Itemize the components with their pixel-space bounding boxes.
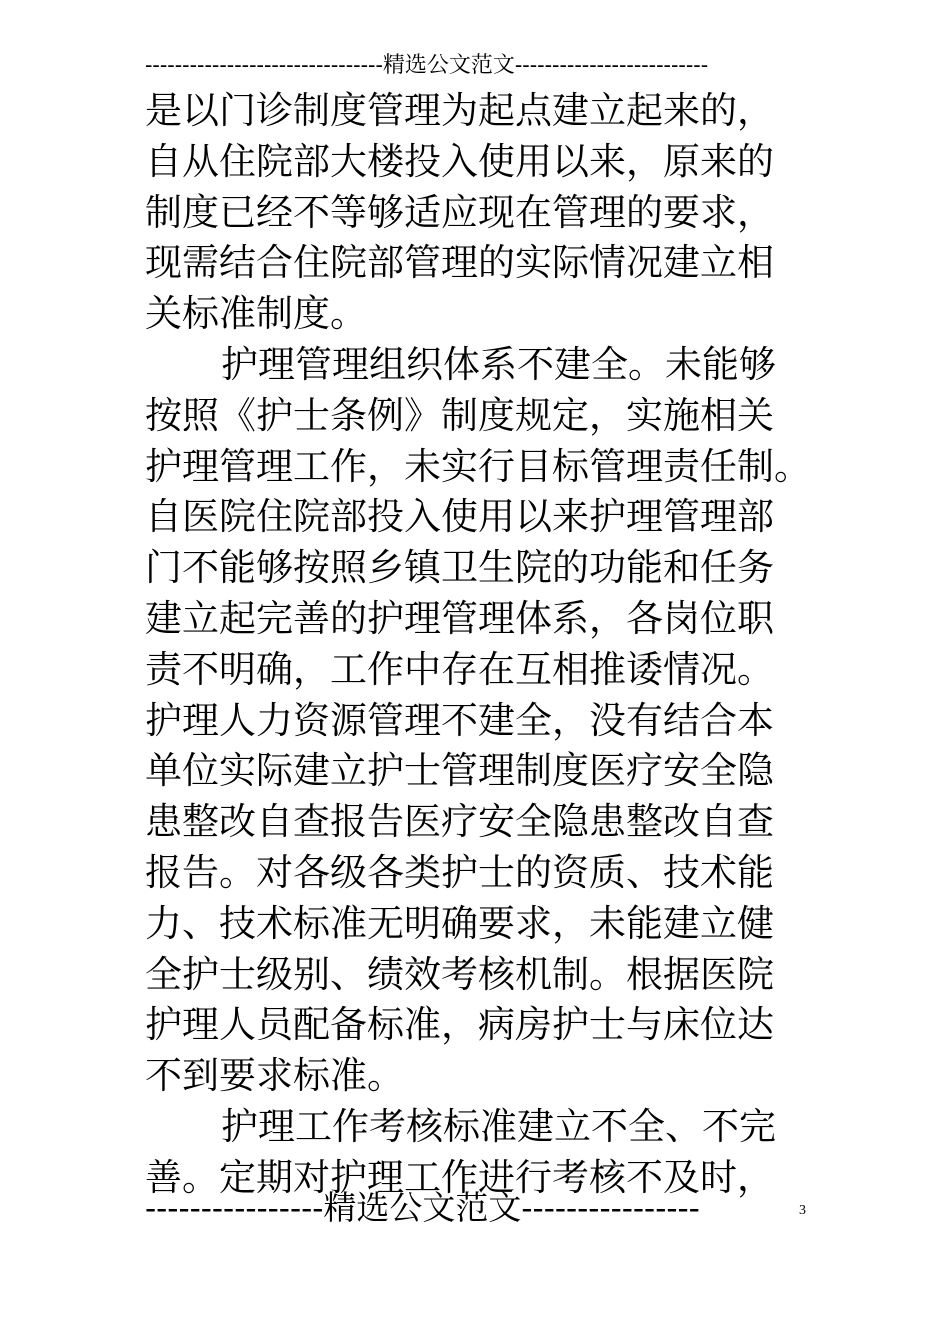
- text-line: 护理人力资源管理不建全，没有结合本: [145, 698, 774, 742]
- text-line: 按照《护士条例》制度规定，实施相关: [145, 393, 774, 437]
- text-line: 门不能够按照乡镇卫生院的功能和任务: [145, 546, 774, 590]
- text-line: 责不明确，工作中存在互相推诿情况。: [145, 647, 774, 691]
- text-line: 护理管理工作，未实行目标管理责任制。: [145, 444, 811, 488]
- text-line: 护理管理组织体系不建全。未能够: [221, 342, 776, 386]
- text-line: 制度已经不等够适应现在管理的要求，: [145, 190, 774, 234]
- text-line: 全护士级别、绩效考核机制。根据医院: [145, 952, 774, 996]
- text-line: 报告。对各级各类护士的资质、技术能: [145, 850, 774, 894]
- text-line: 建立起完善的护理管理体系，各岗位职: [145, 596, 774, 640]
- paragraph: [145, 340, 810, 1102]
- page-footer: ----------------精选公文范文----------------: [145, 1188, 700, 1227]
- text-line: 关标准制度。: [145, 292, 367, 336]
- text-line: 力、技术标准无明确要求，未能建立健: [145, 901, 774, 945]
- text-line: 不到要求标准。: [145, 1054, 404, 1098]
- document-body: [145, 86, 810, 1204]
- paragraph: [145, 86, 810, 340]
- text-line: 护理工作考核标准建立不全、不完: [221, 1104, 776, 1148]
- text-line: 善。定期对护理工作进行考核不及时，: [145, 1155, 774, 1199]
- text-line: 现需结合住院部管理的实际情况建立相: [145, 241, 774, 285]
- text-line: 患整改自查报告医疗安全隐患整改自查: [145, 800, 774, 844]
- text-line: 自从住院部大楼投入使用以来，原来的: [145, 139, 774, 183]
- text-line: 护理人员配备标准，病房护士与床位达: [145, 1003, 774, 1047]
- page-header: --------------------------------精选公文范文--------------------------: [145, 53, 709, 78]
- text-line: 自医院住院部投入使用以来护理管理部: [145, 495, 774, 539]
- text-line: 是以门诊制度管理为起点建立起来的，: [145, 89, 774, 132]
- text-line: 单位实际建立护士管理制度医疗安全隐: [145, 749, 774, 793]
- page-number: 3: [799, 1203, 806, 1218]
